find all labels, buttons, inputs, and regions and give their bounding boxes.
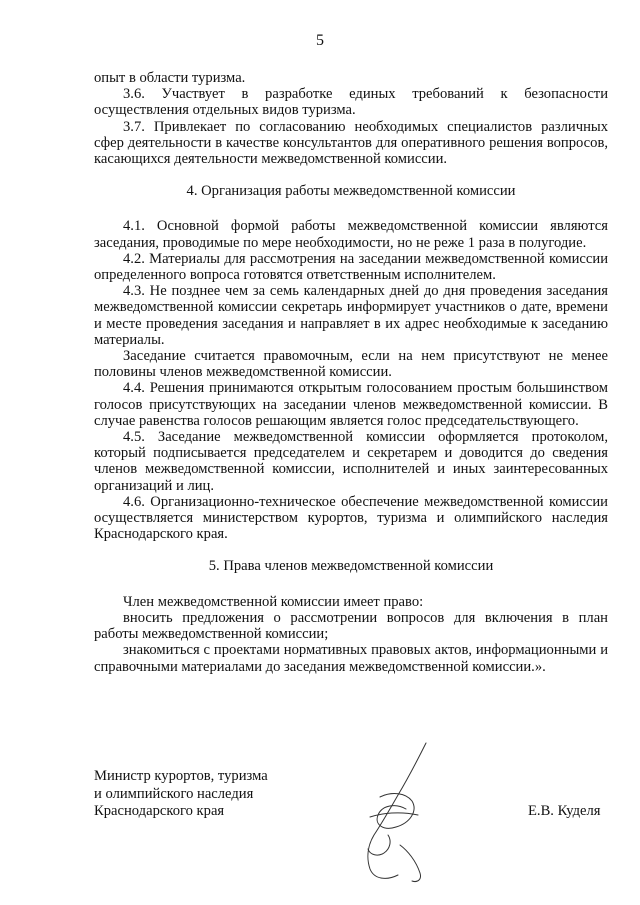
section-heading: 4. Организация работы межведомственной комиссии xyxy=(186,183,516,200)
signatory-title-line: Министр курортов, туризма xyxy=(94,768,268,784)
signer-name: Е.В. Куделя xyxy=(528,803,601,819)
signatory-title-line: и олимпийского наследия xyxy=(94,785,254,802)
page-number: 5 xyxy=(316,32,324,49)
paragraph: 3.7. Привлекает по согласованию необходимых специалистов различных сфер деятельности в качестве консультантов для оперативного решения вопросов, касающихся деятельности межведомственной комиссии. xyxy=(94,118,608,168)
paragraph: знакомиться с проектами нормативных правовых актов, информационными и справочными материалами до заседания межведомственной комиссии.». xyxy=(94,642,608,675)
paragraph: Заседание считается правомочным, если на нем присутствуют не менее половины членов межведомственной комиссии. xyxy=(94,348,608,381)
paragraph: 3.6. Участвует в разработке единых требований к безопасности осуществления отдельных видов туризма. xyxy=(94,86,608,119)
paragraph: 4.2. Материалы для рассмотрения на заседании межведомственной комиссии определенного вопроса готовятся ответственным исполнителем. xyxy=(94,250,608,284)
document-body xyxy=(94,70,608,675)
paragraph: 4.6. Организационно-техническое обеспечение межведомственной комиссии осуществляется министерством курортов, туризма и олимпийского наследия Краснодарского края. xyxy=(94,493,608,543)
paragraph: вносить предложения о рассмотрении вопросов для включения в план работы межведомственной комиссии; xyxy=(94,609,608,643)
paragraph: опыт в области туризма. xyxy=(94,70,246,86)
signatory-title xyxy=(94,768,268,821)
paragraph: 4.5. Заседание межведомственной комиссии оформляется протоколом, который подписывается председателем и секретарем и доводится до сведения членов межведомственной комиссии, исполнителей и иных заинтересованных организаций и лиц. xyxy=(94,429,608,494)
paragraph: 4.3. Не позднее чем за семь календарных дней до дня проведения заседания межведомственной комиссии секретарь информирует участников о дате, времени и месте проведения заседания и направляет в их адрес необходимые к заседанию материалы. xyxy=(94,283,608,348)
paragraph: 4.4. Решения принимаются открытым голосованием простым большинством голосов присутствующих на заседании членов межведомственной комиссии. В случае равенства голосов решающим является голос председательствующего. xyxy=(94,380,608,429)
signatory-title-line: Краснодарского края xyxy=(94,803,225,819)
handwritten-signature xyxy=(340,735,450,885)
paragraph: 4.1. Основной формой работы межведомственной комиссии являются заседания, проводимые по мере необходимости, но не реже 1 раза в полугодие. xyxy=(94,218,608,251)
section-heading: 5. Права членов межведомственной комиссии xyxy=(208,558,494,575)
paragraph: Член межведомственной комиссии имеет право: xyxy=(123,593,424,610)
